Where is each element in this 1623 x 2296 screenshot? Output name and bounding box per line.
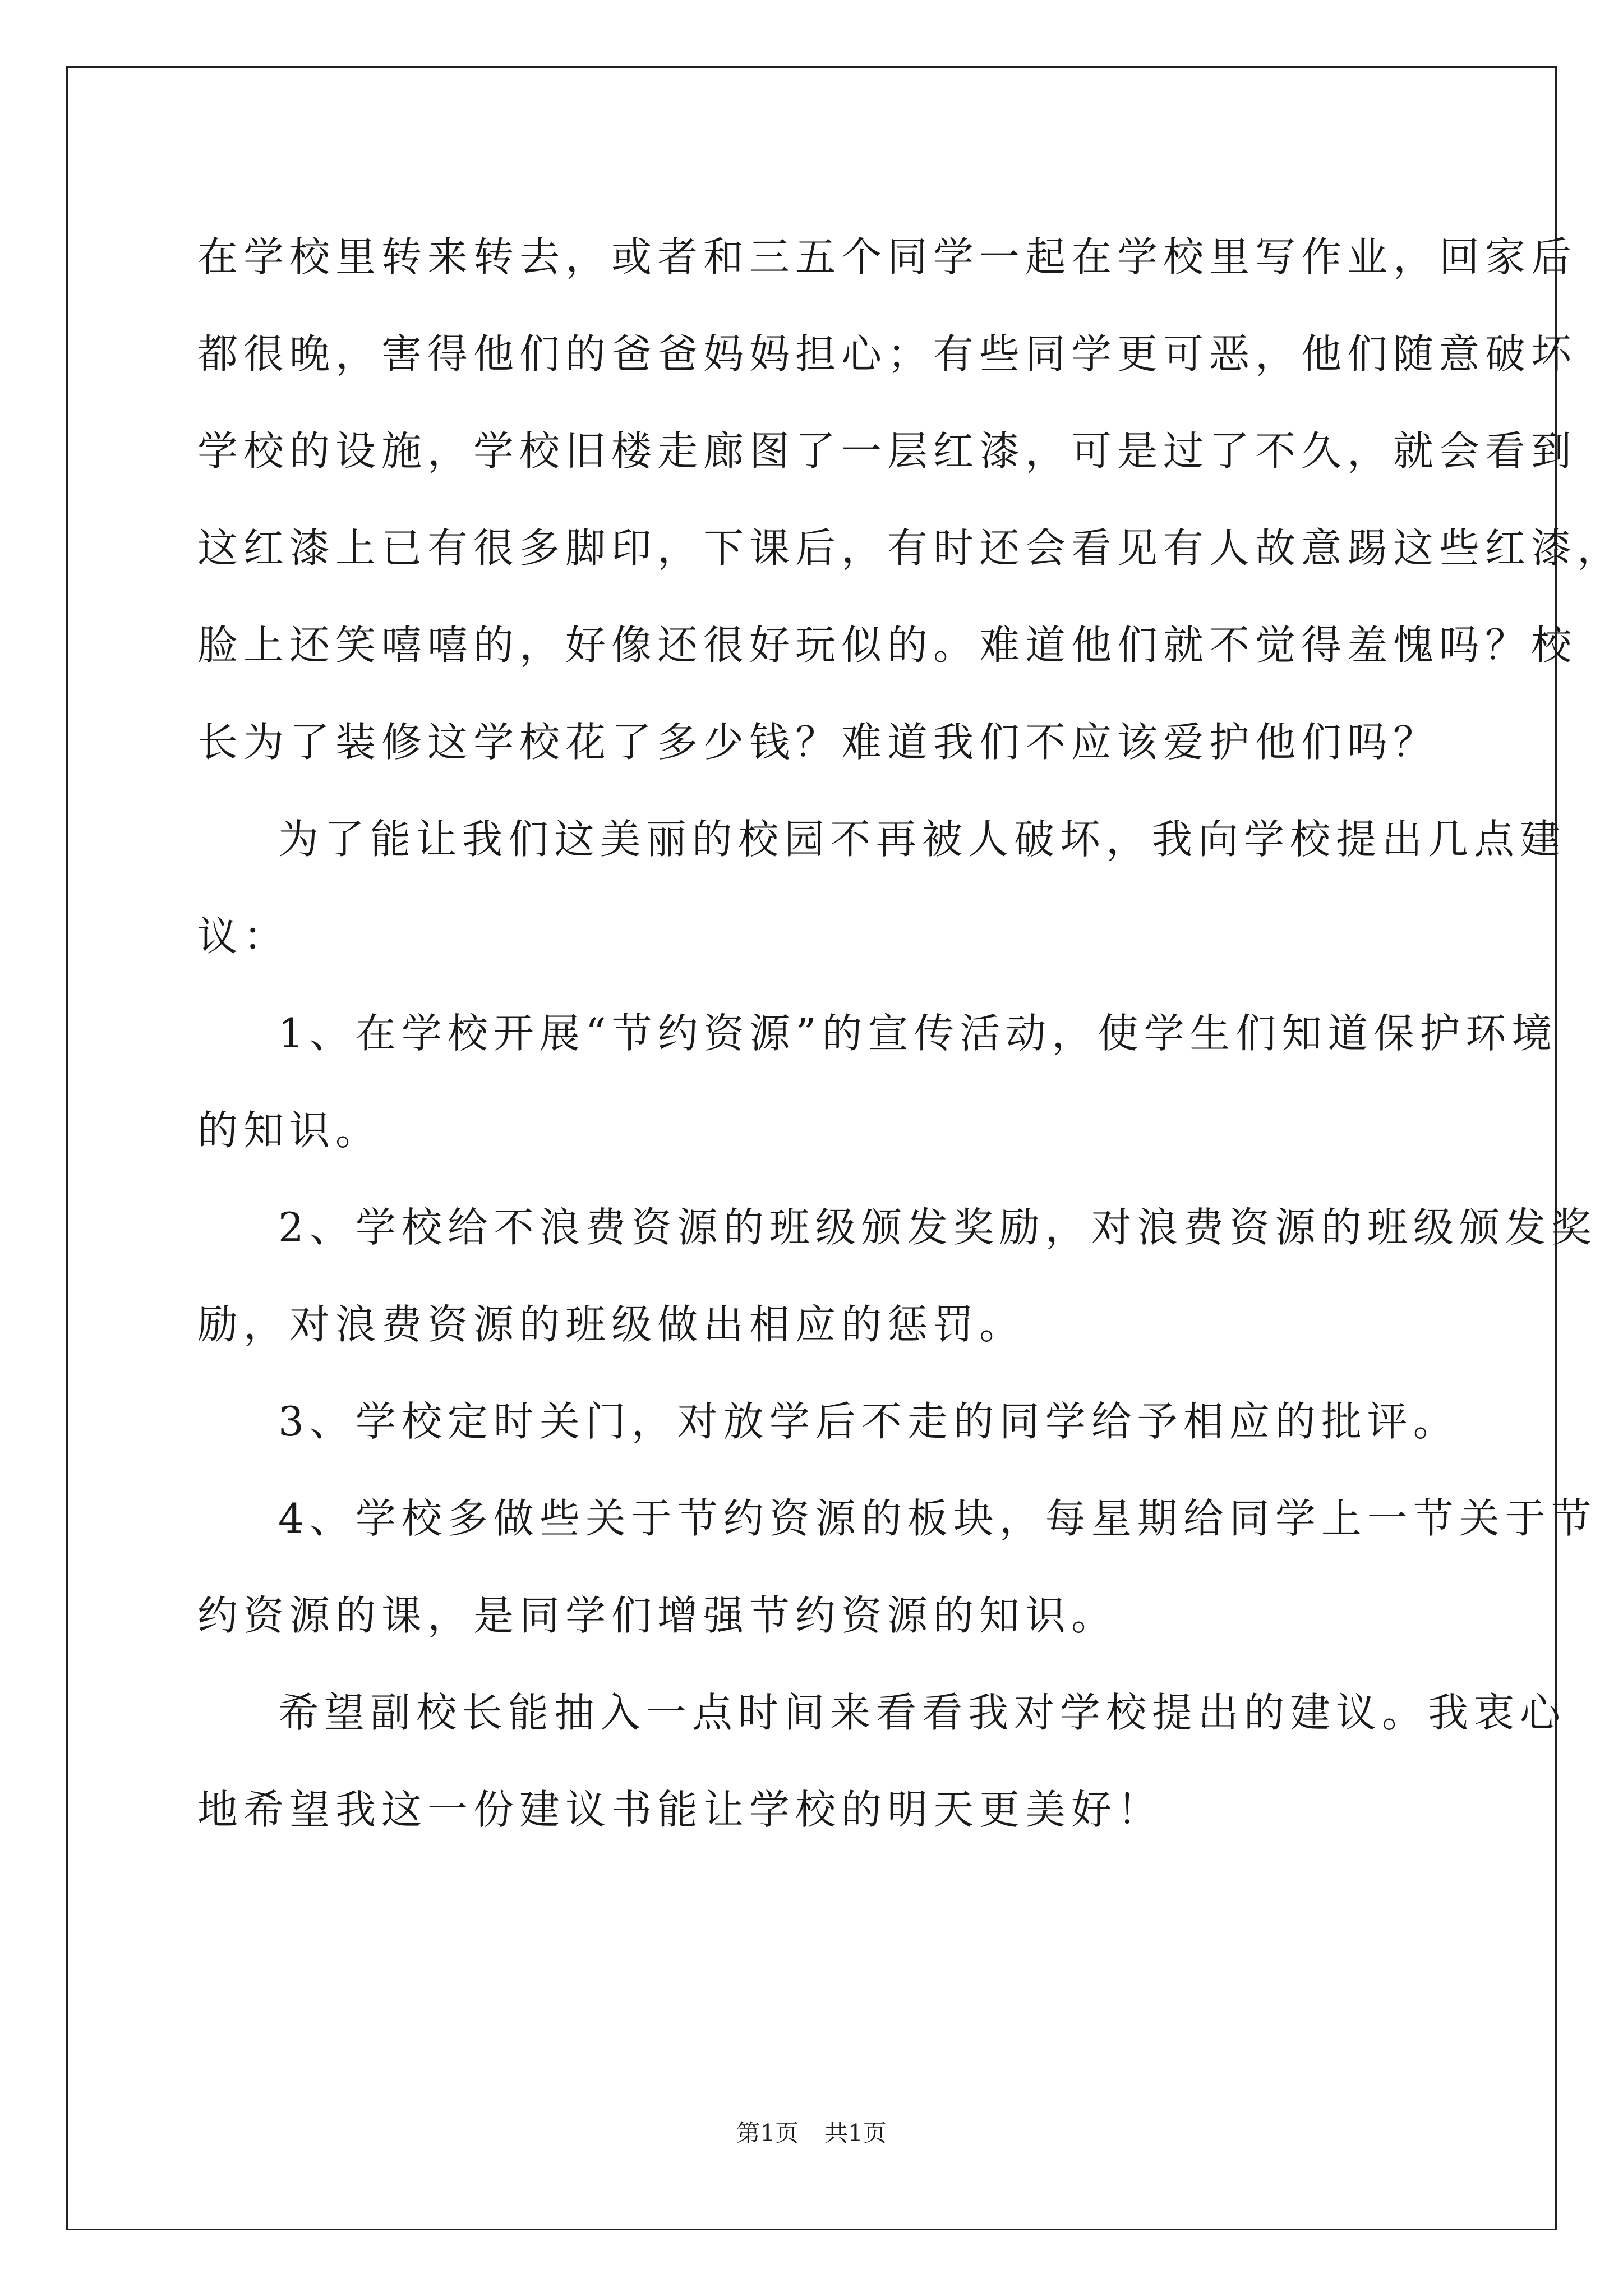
list-item-3-line: 3、学校定时关门，对放学后不走的同学给予相应的批评。 [278,1398,1459,1445]
text-line: 的知识。 [197,1107,382,1154]
document-body [197,209,1623,1858]
list-item-1-line: 1、在学校开展“节约资源”的宣传活动，使学生们知道保护环境 [278,1010,1558,1057]
list-item-4-line: 4、学校多做些关于节约资源的板块，每星期给同学上一节关于节 [278,1495,1597,1542]
text-line: 长为了装修这学校花了多少钱？难道我们不应该爱护他们吗？ [197,719,1440,766]
page-footer [0,2115,1623,2148]
text-line: 学校的设施，学校旧楼走廊图了一层红漆，可是过了不久，就会看到 [197,427,1578,475]
text-line: 在学校里转来转去，或者和三五个同学一起在学校里写作业，回家后 [197,233,1578,280]
closing-paragraph-line: 希望副校长能抽入一点时间来看看我对学校提出的建议。我衷心 [278,1689,1566,1736]
text-line: 脸上还笑嘻嘻的，好像还很好玩似的。难道他们就不觉得羞愧吗？校 [197,622,1578,669]
text-line: 地希望我这一份建议书能让学校的明天更美好！ [197,1786,1164,1833]
paragraph-line: 为了能让我们这美丽的校园不再被人破坏，我向学校提出几点建 [278,816,1566,863]
text-line: 议： [197,913,290,960]
page-number: 第1页 [736,2119,799,2147]
text-line: 励，对浪费资源的班级做出相应的惩罚。 [197,1301,1026,1348]
list-item-2-line: 2、学校给不浪费资源的班级颁发奖励，对浪费资源的班级颁发奖 [278,1204,1597,1251]
page-total: 共1页 [824,2119,887,2147]
text-line: 这红漆上已有很多脚印，下课后，有时还会看见有人故意踢这些红漆， [197,524,1623,572]
text-line: 都很晚，害得他们的爸爸妈妈担心；有些同学更可恶，他们随意破坏 [197,330,1578,378]
text-line: 约资源的课，是同学们增强节约资源的知识。 [197,1592,1118,1639]
